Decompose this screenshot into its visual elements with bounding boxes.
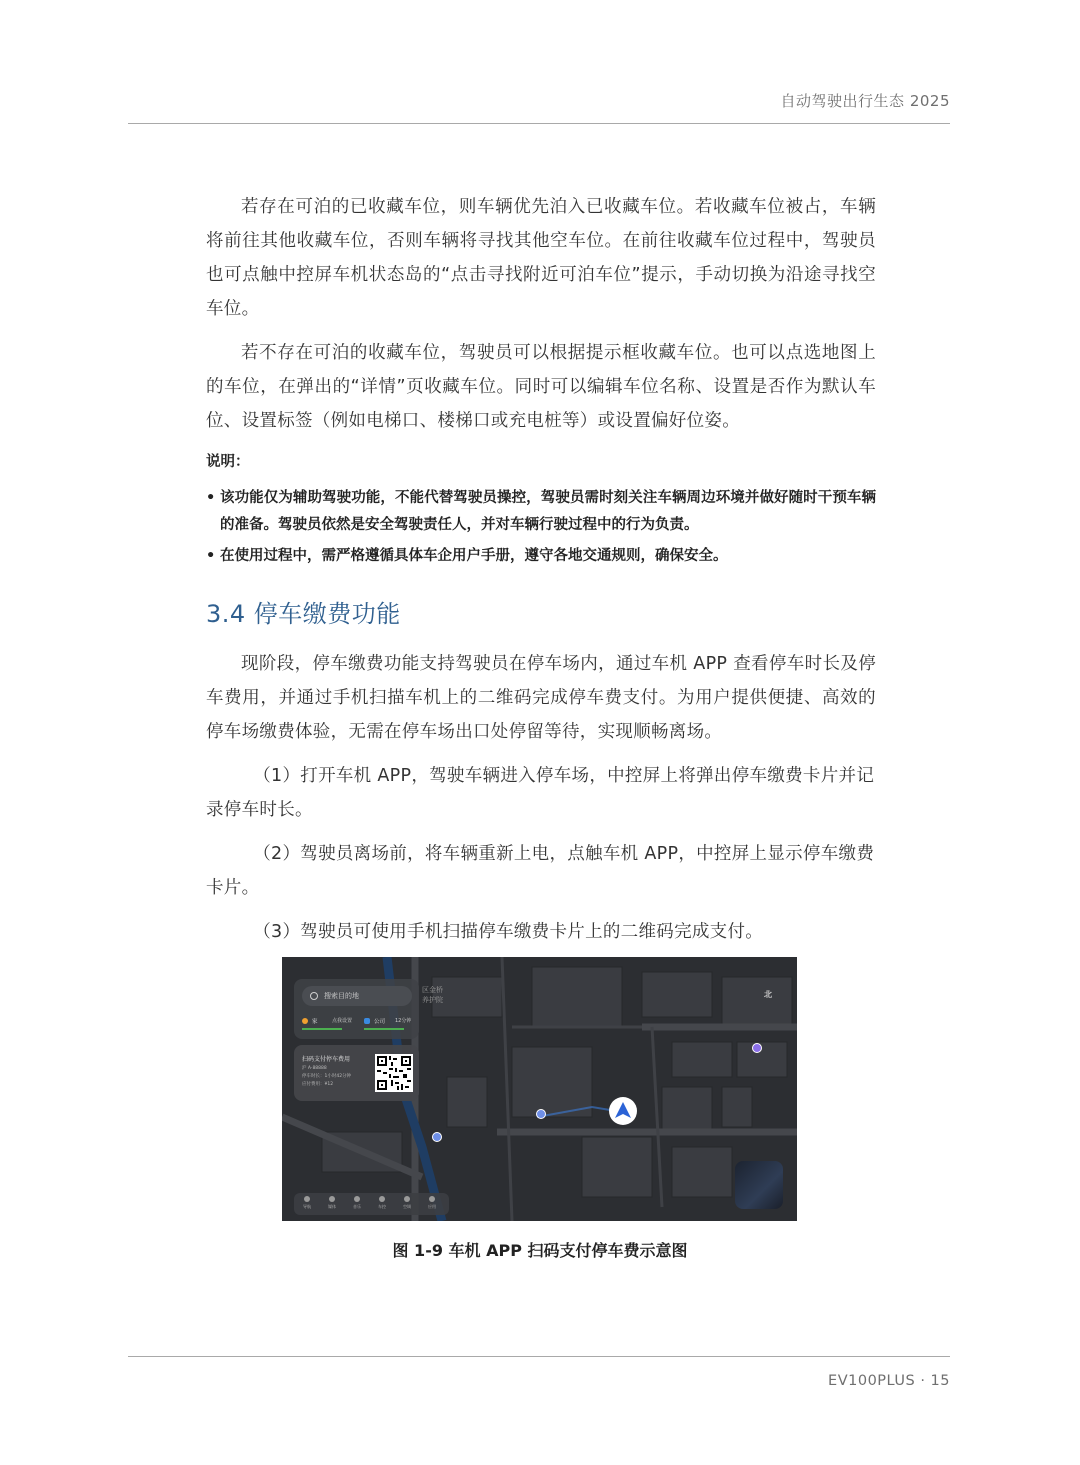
header-divider: [128, 123, 950, 124]
map-place-label: 养护院: [422, 996, 443, 1004]
dock-icon: [304, 1196, 310, 1202]
map-place-label: 区金桥: [422, 986, 443, 994]
poi-marker-icon[interactable]: [432, 1132, 442, 1142]
dock-item[interactable]: 应用: [421, 1196, 443, 1210]
dock-icon: [379, 1196, 385, 1202]
quick-company-sub: 12分钟: [395, 1018, 412, 1024]
note-item: [206, 485, 876, 539]
dock-item[interactable]: 音乐: [346, 1196, 368, 1210]
vehicle-thumbnail[interactable]: [735, 1161, 783, 1209]
poi-marker-icon[interactable]: [752, 1043, 762, 1053]
payment-card-title: 扫码支付停车费用: [302, 1056, 351, 1063]
dock-item[interactable]: 媒体: [321, 1196, 343, 1210]
bullet-marker: •: [206, 548, 216, 564]
dock-icon: [329, 1196, 335, 1202]
step-item: （2）驾驶员离场前，将车辆重新上电，点触车机 APP，中控屏上显示停车缴费卡片。: [206, 844, 875, 898]
payment-card-line: 沪 A·88888: [302, 1066, 327, 1071]
destination-search-input[interactable]: [302, 986, 412, 1006]
step-item: （3）驾驶员可使用手机扫描停车缴费卡片上的二维码完成支付。: [253, 922, 764, 942]
quick-home-label[interactable]: 家: [312, 1019, 318, 1025]
paragraph: 若存在可泊的已收藏车位，则车辆优先泊入已收藏车位。若收藏车位被占，车辆将前往其他收藏车位，否则车辆将寻找其他空车位。在前往收藏车位过程中，驾驶员也可点触中控屏车机状态岛的“点击寻找附近可泊车位”提示，手动切换为沿途寻找空车位。: [206, 197, 876, 319]
vehicle-position-icon: [609, 1097, 637, 1125]
note-item-text: 该功能仅为辅助驾驶功能，不能代替驾驶员操控，驾驶员需时刻关注车辆周边环境并做好随时干预车辆的准备。驾驶员依然是安全驾驶责任人，并对车辆行驶过程中的行为负责。: [220, 490, 876, 533]
note-item: [206, 543, 876, 570]
dock-icon: [429, 1196, 435, 1202]
payment-card-line: 停车时长：1小时42分钟: [302, 1074, 352, 1079]
page-footer: EV100PLUS · 15: [828, 1373, 950, 1389]
quick-home-sub: 点我设置: [332, 1018, 353, 1024]
payment-card-line: 应付费用：¥12: [302, 1082, 334, 1087]
note-title: 说明：: [206, 454, 250, 470]
paragraph: 现阶段，停车缴费功能支持驾驶员在停车场内，通过车机 APP 查看停车时长及停车费用，并通过手机扫描车机上的二维码完成停车费支付。为用户提供便捷、高效的停车场缴费体验，无需在停车场出口处停留等待，实现顺畅离场。: [206, 654, 876, 742]
search-icon: [310, 992, 318, 1000]
section-heading: 3.4 停车缴费功能: [206, 600, 401, 628]
traffic-bar: [364, 1028, 404, 1030]
app-dock: [294, 1193, 449, 1215]
dock-item[interactable]: 空调: [396, 1196, 418, 1210]
company-icon: [364, 1018, 370, 1024]
car-app-screenshot: [282, 957, 797, 1221]
figure-caption: 图 1-9 车机 APP 扫码支付停车费示意图: [392, 1241, 688, 1260]
dock-icon: [354, 1196, 360, 1202]
search-placeholder: 搜索目的地: [324, 992, 359, 1000]
dock-icon: [404, 1196, 410, 1202]
dock-item[interactable]: 车控: [371, 1196, 393, 1210]
running-header: 自动驾驶出行生态 2025: [780, 92, 950, 110]
bullet-marker: •: [206, 490, 216, 506]
footer-divider: [128, 1356, 950, 1357]
qr-code: [375, 1054, 413, 1092]
dock-item[interactable]: 导航: [296, 1196, 318, 1210]
step-item: （1）打开车机 APP，驾驶车辆进入停车场，中控屏上将弹出停车缴费卡片并记录停车时长。: [206, 766, 875, 820]
qr-code-graphic: [377, 1056, 411, 1090]
note-item-text: 在使用过程中，需严格遵循具体车企用户手册，遵守各地交通规则，确保安全。: [220, 548, 728, 564]
traffic-bar: [302, 1028, 342, 1030]
quick-company-label[interactable]: 公司: [374, 1019, 386, 1025]
poi-marker-icon[interactable]: [536, 1109, 546, 1119]
paragraph: 若不存在可泊的收藏车位，驾驶员可以根据提示框收藏车位。也可以点选地图上的车位，在弹出的“详情”页收藏车位。同时可以编辑车位名称、设置是否作为默认车位、设置标签（例如电梯口、楼梯口或充电桩等）或设置偏好位姿。: [206, 343, 876, 431]
home-icon: [302, 1018, 308, 1024]
quick-destinations: [302, 1016, 417, 1030]
compass-north[interactable]: 北: [764, 990, 772, 999]
page-content: [206, 190, 876, 959]
